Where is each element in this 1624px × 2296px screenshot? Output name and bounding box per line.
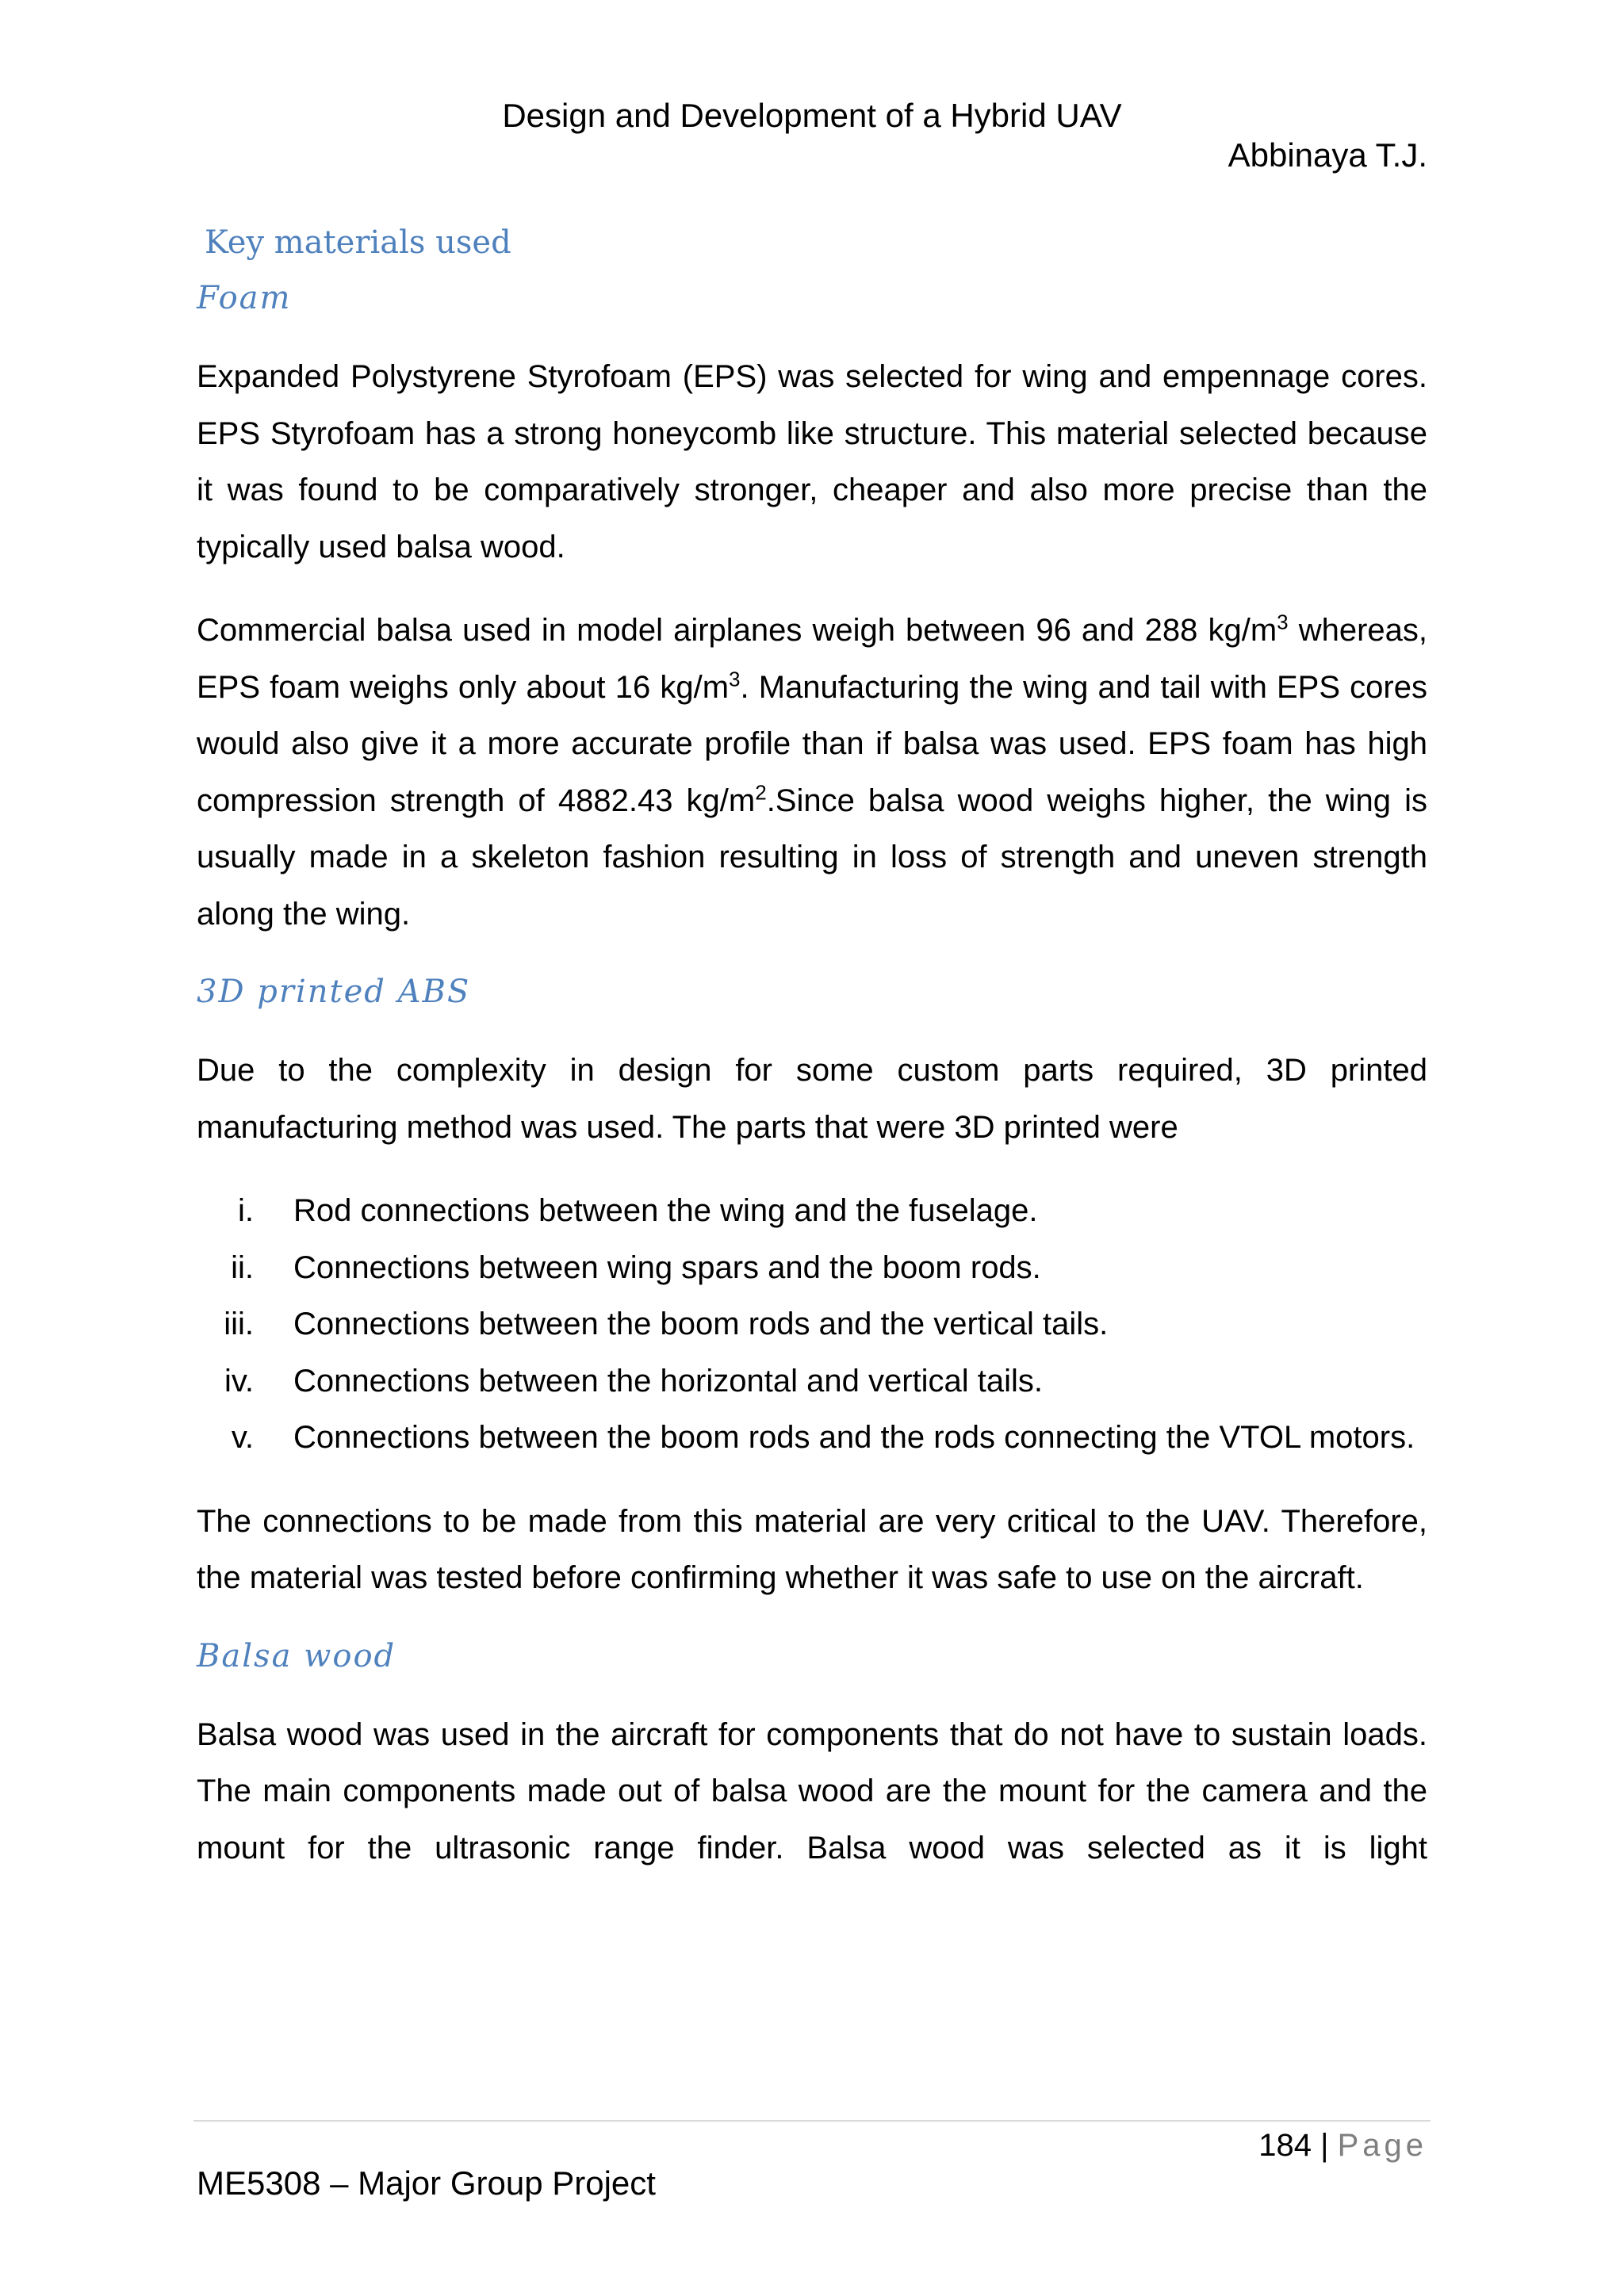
list-number: v.: [231, 1420, 254, 1455]
text-run: Commercial balsa used in model airplanes weigh between 96 and 288 kg/m: [197, 613, 1277, 648]
list-item: [197, 1240, 1427, 1297]
text-run: .Since balsa wood weighs higher, the wing is usually made in a skeleton fashion resulting in loss of strength and uneven strength along the wing.: [197, 783, 1427, 932]
list-text: Connections between the horizontal and vertical tails.: [293, 1363, 1043, 1399]
subheading-foam: Foam: [197, 280, 292, 316]
list-text: Rod connections between the wing and the fuselage.: [293, 1193, 1038, 1228]
list-text: Connections between the boom rods and the vertical tails.: [293, 1307, 1109, 1341]
list-item: [197, 1296, 1427, 1353]
list-item: [197, 1353, 1427, 1410]
page-content: [197, 220, 1427, 1904]
page-number-separator: |: [1311, 2128, 1338, 2163]
list-item: [197, 1183, 1427, 1240]
paragraph-abs-2: The connections to be made from this material are very critical to the UAV. Therefore, the material was tested before confirming whether it was safe to use on the aircraft.: [197, 1503, 1427, 1595]
subheading-balsa: Balsa wood: [197, 1637, 396, 1674]
section-heading: Key materials used: [205, 224, 511, 261]
superscript: 2: [755, 780, 767, 805]
list-number: iv.: [224, 1363, 254, 1399]
header-author: Abbinaya T.J.: [1228, 136, 1427, 174]
printed-parts-list: [197, 1183, 1427, 1467]
superscript: 3: [1277, 610, 1289, 634]
header-title: Design and Development of a Hybrid UAV: [502, 97, 1122, 134]
list-item: [197, 1410, 1427, 1467]
text-run: whereas, EPS foam weighs only about 16 kg/m: [197, 613, 1428, 705]
footer-divider: [193, 2120, 1431, 2122]
list-number: ii.: [231, 1249, 254, 1285]
list-text: Connections between wing spars and the boom rods.: [293, 1249, 1041, 1285]
list-number: iii.: [224, 1307, 254, 1341]
list-text: Connections between the boom rods and the rods connecting the VTOL motors.: [293, 1420, 1415, 1455]
paragraph-abs-1: Due to the complexity in design for some custom parts required, 3D printed manufacturing method was used. The parts that were 3D printed were: [197, 1053, 1427, 1145]
text-run: . Manufacturing the wing and tail with EPS cores would also give it a more accurate profile than if balsa was used. EPS foam has high compression strength of 4882.43 kg/m: [197, 669, 1427, 818]
superscript: 3: [729, 667, 741, 691]
subheading-abs: 3D printed ABS: [197, 974, 471, 1010]
paragraph-foam-1: Expanded Polystyrene Styrofoam (EPS) was selected for wing and empennage cores. EPS Styrofoam has a strong honeycomb like structure. This material selected because it was found to be comparatively stronger, cheaper and also more precise than the typically used balsa wood.: [197, 359, 1427, 564]
page-number-value: 184: [1258, 2128, 1312, 2163]
page-word: Page: [1337, 2128, 1427, 2163]
paragraph-foam-2: [197, 603, 1427, 943]
paragraph-balsa-1: Balsa wood was used in the aircraft for components that do not have to sustain loads. The main components made out of balsa wood are the mount for the camera and the mount for the ultrasonic range finder. Balsa wood was selected as it is light: [197, 1716, 1427, 1866]
page-number: [1258, 2123, 1427, 2168]
footer-course: ME5308 – Major Group Project: [197, 2164, 656, 2202]
list-number: i.: [238, 1193, 254, 1228]
